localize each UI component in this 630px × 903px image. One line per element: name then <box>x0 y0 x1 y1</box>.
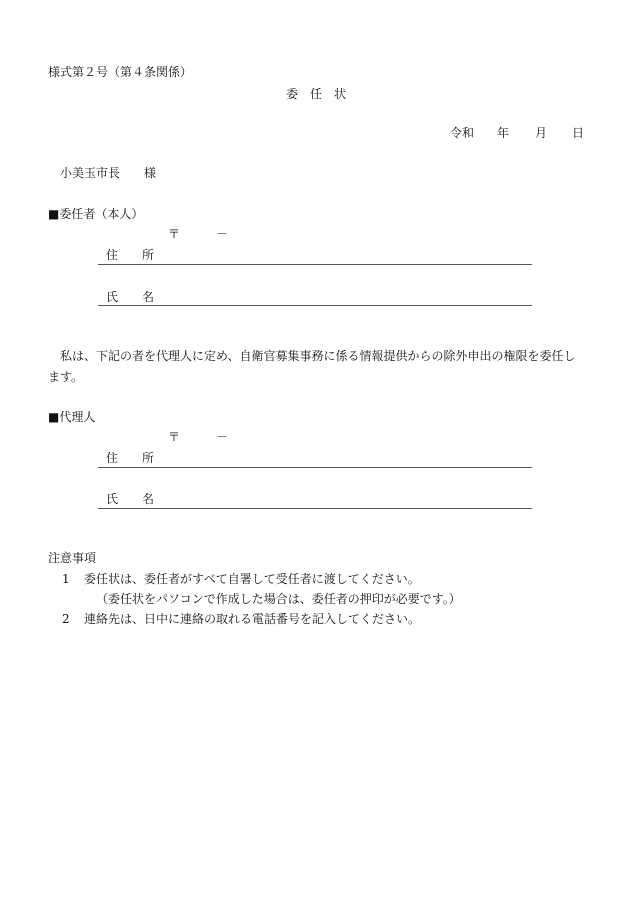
agent-postal-code[interactable]: 〒 － <box>168 430 229 444</box>
agent-name-label: 氏 名 <box>106 492 155 506</box>
statement-line-2: ます。 <box>48 370 84 384</box>
note-number: 2 <box>62 612 70 626</box>
note-text: 委任状は、委任者がすべて自署して受任者に渡してください。 <box>84 572 420 586</box>
agent-name-line[interactable] <box>98 508 532 509</box>
form-number: 様式第２号（第４条関係） <box>48 65 193 79</box>
document-title: 委 任 状 <box>286 87 347 101</box>
statement-line-1: 私は、下記の者を代理人に定め、自衛官募集事務に係る情報提供からの除外申出の権限を委任し <box>60 349 576 363</box>
note-text: （委任状をパソコンで作成した場合は、委任者の押印が必要です。） <box>96 592 461 606</box>
principal-name-line[interactable] <box>98 305 532 306</box>
note-text: 連絡先は、日中に連絡の取れる電話番号を記入してください。 <box>84 612 421 626</box>
addressee: 小美玉市長 様 <box>60 166 157 180</box>
principal-heading: ■委任者（本人） <box>48 207 144 221</box>
date-month: 月 <box>535 126 548 140</box>
agent-address-label: 住 所 <box>106 451 155 465</box>
date-year: 年 <box>497 126 510 140</box>
note-number: 1 <box>62 572 70 586</box>
notes-heading: 注意事項 <box>48 551 97 565</box>
principal-address-line[interactable] <box>98 264 532 265</box>
principal-postal-code[interactable]: 〒 － <box>168 227 229 241</box>
principal-name-label: 氏 名 <box>106 290 155 304</box>
principal-address-label: 住 所 <box>106 248 155 262</box>
agent-address-line[interactable] <box>98 467 532 468</box>
agent-heading: ■代理人 <box>48 410 96 424</box>
date-day: 日 <box>572 126 585 140</box>
date-era: 令和 <box>450 126 475 140</box>
